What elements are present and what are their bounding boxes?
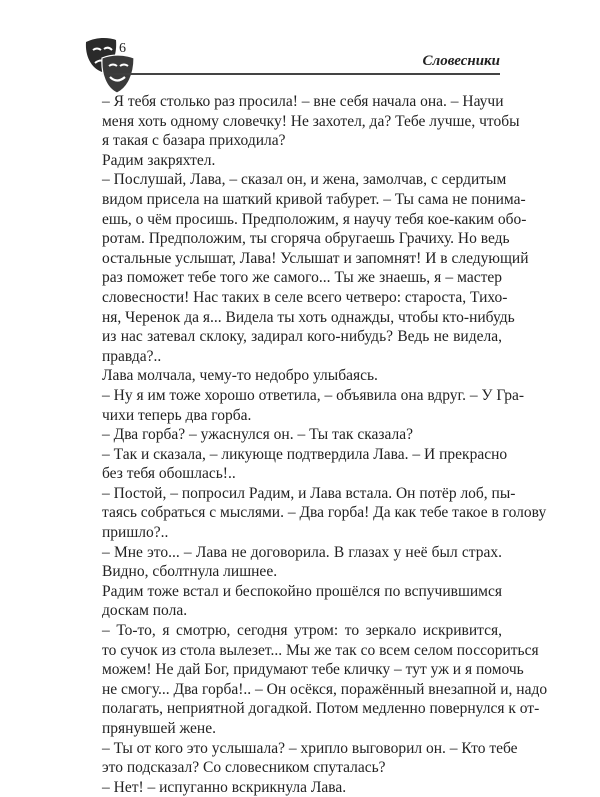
- text-line: раз поможет тебе того же самого... Ты же знаешь, я – мастер: [102, 269, 502, 287]
- text-line: ня, Черенок да я... Видела ты хоть однажды, чтобы кто-нибудь: [102, 308, 515, 326]
- text-line: – То-то, я смотрю, сегодня утром: то зеркало искривится,: [102, 622, 502, 640]
- text-line: не смогу... Два горба!.. – Он осёкся, поражённый внезапной и, надо: [102, 680, 548, 698]
- paragraph: [82, 778, 502, 797]
- text-line: без тебя обошлась!..: [102, 465, 236, 483]
- page-number: 6: [119, 41, 126, 56]
- text-line: пришло?..: [102, 524, 169, 542]
- paragraph: [82, 366, 502, 386]
- paragraph: [82, 484, 547, 543]
- paragraph: [82, 151, 502, 171]
- text-line: – Так и сказала, – ликующе подтвердила Лава. – И прекрасно: [102, 445, 508, 463]
- text-line: полагать, неприятной догадкой. Потом медленно повернулся к от-: [102, 700, 540, 718]
- text-line: можем! Не дай Бог, придумают тебе кличку – тут уж и я помочь: [102, 661, 524, 679]
- text-line: правда?..: [102, 347, 162, 365]
- text-line: меня хоть одному словечку! Не захотел, да? Тебе лучше, чтобы: [102, 112, 520, 130]
- text-line: ротам. Предположим, ты сгоряча обругаешь Грачиху. Но ведь: [102, 230, 510, 248]
- paragraph: [82, 582, 502, 621]
- body-text: [82, 92, 548, 797]
- theatre-masks-icon: [82, 36, 138, 96]
- running-title: Словесники: [422, 53, 500, 69]
- paragraph: [82, 386, 525, 425]
- text-line: – Постой, – попросил Радим, и Лава встала. Он потёр лоб, пы-: [102, 484, 516, 502]
- text-line: из нас затевал склоку, задирал кого-нибудь? Ведь не видела,: [102, 328, 502, 346]
- text-line: ешь, о чём просишь. Предположим, я научу тебя кое-каким обо-: [102, 210, 527, 228]
- text-line: Лава молчала, чему-то недобро улыбаясь.: [102, 367, 378, 385]
- text-line: видом присела на шаткий кривой табурет. – Ты сама не понима-: [102, 190, 526, 208]
- text-line: – Ты от кого это услышала? – хрипло выговорил он. – Кто тебе: [102, 739, 518, 757]
- paragraph: [82, 739, 518, 778]
- text-line: чихи теперь два горба.: [102, 406, 252, 424]
- text-line: – Нет! – испуганно вскрикнула Лава.: [102, 778, 347, 796]
- paragraph: [82, 445, 508, 484]
- text-line: таясь собраться с мыслями. – Два горба! Да как тебе такое в голову: [102, 504, 547, 522]
- text-line: – Ну я им тоже хорошо ответила, – объявила она вдруг. – У Гра-: [102, 386, 525, 404]
- text-line: остальные услышат, Лава! Услышат и запомнят! И в следующий: [102, 249, 529, 267]
- text-line: Видно, сболтнула лишнее.: [102, 563, 278, 581]
- paragraph: [82, 170, 529, 366]
- paragraph: [82, 92, 520, 151]
- text-line: это подсказал? Со словесником спуталась?: [102, 759, 386, 777]
- text-line: Радим закряхтел.: [102, 151, 216, 169]
- text-line: Радим тоже встал и беспокойно прошёлся по вспучившимся: [102, 582, 502, 600]
- text-line: то сучок из стола вылезет... Мы же так со всем селом поссориться: [102, 641, 539, 659]
- paragraph: [82, 621, 548, 739]
- paragraph: [82, 425, 502, 445]
- header-rule: [130, 73, 500, 75]
- text-line: – Послушай, Лава, – сказал он, и жена, замолчав, с сердитым: [102, 171, 507, 189]
- text-line: я такая с базара приходила?: [102, 132, 286, 150]
- text-line: – Мне это... – Лава не договорила. В глазах у неё был страх.: [102, 543, 502, 561]
- text-line: – Два горба? – ужаснулся он. – Ты так сказала?: [102, 426, 414, 444]
- text-line: – Я тебя столько раз просила! – вне себя начала она. – Научи: [102, 93, 504, 110]
- text-line: словесности! Нас таких в селе всего четверо: староста, Тихо-: [102, 288, 508, 306]
- text-line: доскам пола.: [102, 602, 188, 620]
- text-line: прянувшей жене.: [102, 720, 216, 737]
- paragraph: [82, 543, 502, 582]
